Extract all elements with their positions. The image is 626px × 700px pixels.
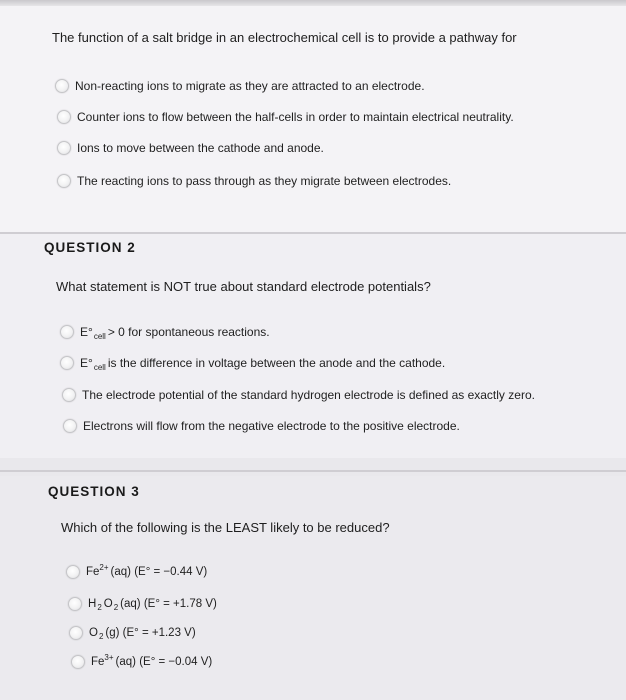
- option-text: > 0 for spontaneous reactions.: [107, 325, 270, 339]
- q3-option-1[interactable]: [66, 562, 207, 582]
- e-standard-symbol: E°: [80, 356, 93, 370]
- radio-button[interactable]: [63, 419, 77, 433]
- radio-button[interactable]: [57, 174, 71, 188]
- q1-option-2-text: Counter ions to flow between the half-cells in order to maintain electrical neutrality.: [77, 110, 514, 124]
- species-symbol: H: [88, 598, 97, 610]
- q2-option-2-text: [80, 356, 445, 370]
- question-3-prompt: Which of the following is the LEAST likely to be reduced?: [61, 520, 390, 535]
- q1-option-4-text: The reacting ions to pass through as they migrate between electrodes.: [77, 174, 452, 188]
- radio-button[interactable]: [69, 626, 83, 640]
- cell-subscript: cell: [93, 363, 106, 372]
- e-standard-symbol: E°: [80, 325, 93, 339]
- q3-option-3-text: [89, 627, 196, 639]
- q1-option-3-text: Ions to move between the cathode and anode.: [77, 141, 324, 155]
- q1-option-1-text: Non-reacting ions to migrate as they are attracted to an electrode.: [75, 79, 425, 93]
- question-1-prompt: The function of a salt bridge in an electrochemical cell is to provide a pathway for: [52, 30, 517, 45]
- radio-button[interactable]: [57, 110, 71, 124]
- option-text: (aq) (E° = −0.04 V): [115, 656, 213, 668]
- cell-subscript: cell: [93, 332, 106, 341]
- q3-option-3[interactable]: [69, 623, 196, 643]
- q1-option-1[interactable]: [55, 76, 425, 96]
- q1-option-2[interactable]: [57, 107, 514, 127]
- q2-option-3-text: The electrode potential of the standard hydrogen electrode is defined as exactly zero.: [82, 388, 535, 402]
- q2-option-4[interactable]: [63, 416, 460, 436]
- q3-option-2-text: [88, 598, 217, 610]
- q2-option-4-text: Electrons will flow from the negative electrode to the positive electrode.: [83, 419, 460, 433]
- charge-superscript: 3+: [104, 653, 114, 662]
- species-symbol: Fe: [86, 566, 100, 578]
- option-text: (g) (E° = +1.23 V): [105, 627, 196, 639]
- radio-button[interactable]: [60, 356, 74, 370]
- option-text: is the difference in voltage between the anode and the cathode.: [107, 356, 446, 370]
- species-symbol: O: [89, 627, 98, 639]
- atom-subscript: 2: [98, 632, 104, 641]
- species-symbol: Fe: [91, 656, 105, 668]
- question-1-panel: [0, 6, 626, 232]
- species-symbol: O: [103, 598, 113, 610]
- radio-button[interactable]: [71, 655, 85, 669]
- radio-button[interactable]: [60, 325, 74, 339]
- question-2-heading: QUESTION 2: [44, 240, 136, 255]
- charge-superscript: 2+: [99, 563, 109, 572]
- radio-button[interactable]: [66, 565, 80, 579]
- radio-button[interactable]: [57, 141, 71, 155]
- option-text: (aq) (E° = −0.44 V): [110, 566, 208, 578]
- option-text: (aq) (E° = +1.78 V): [120, 598, 217, 610]
- q1-option-4[interactable]: [57, 171, 451, 191]
- q2-option-3[interactable]: [62, 385, 535, 405]
- q2-option-1[interactable]: [60, 322, 270, 342]
- q2-option-1-text: [80, 325, 270, 339]
- atom-subscript: 2: [113, 603, 119, 612]
- radio-button[interactable]: [68, 597, 82, 611]
- question-3-panel: [0, 476, 626, 700]
- q3-option-1-text: [86, 563, 208, 578]
- q3-option-2[interactable]: [68, 594, 217, 614]
- atom-subscript: 2: [97, 603, 102, 612]
- radio-button[interactable]: [62, 388, 76, 402]
- q3-option-4-text: [91, 653, 213, 668]
- question-2-prompt: What statement is NOT true about standard electrode potentials?: [56, 279, 431, 294]
- radio-button[interactable]: [55, 79, 69, 93]
- q3-option-4[interactable]: [71, 652, 212, 672]
- question-3-heading: QUESTION 3: [48, 484, 140, 499]
- section-divider: [0, 470, 626, 472]
- q1-option-3[interactable]: [57, 138, 324, 158]
- q2-option-2[interactable]: [60, 353, 445, 373]
- question-2-panel: [0, 234, 626, 458]
